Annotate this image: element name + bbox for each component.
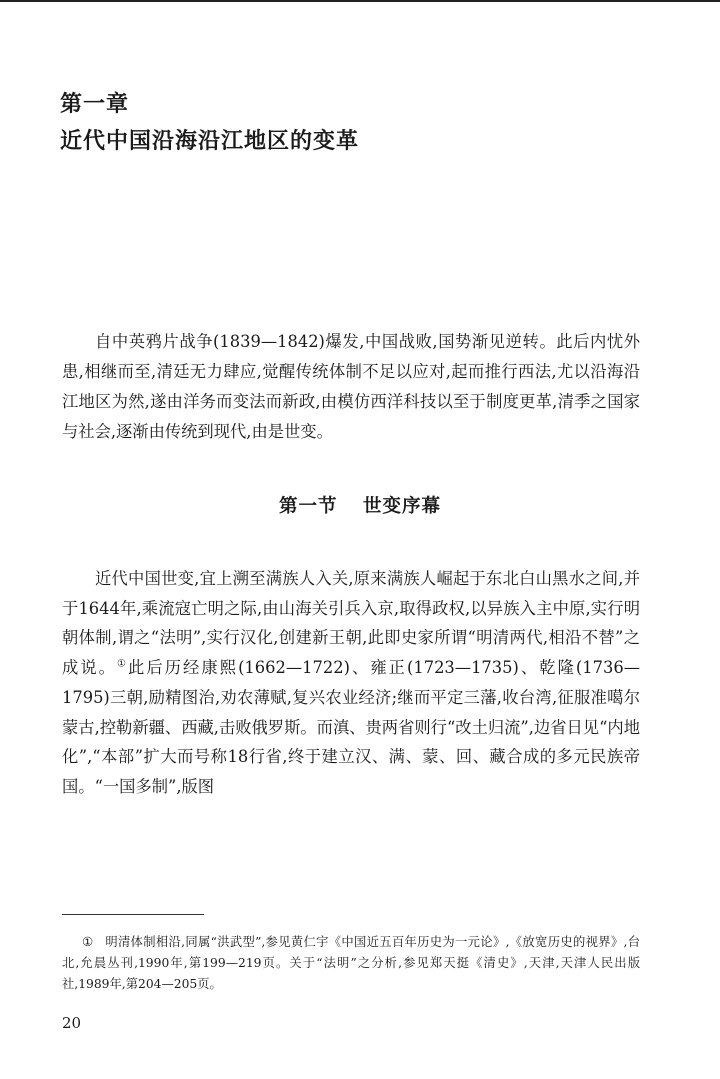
body-paragraph-part1: 近代中国世变,宜上溯至满族人入关,原来满族人崛起于东北白山黑水之间,并于1644年,乘流寇亡明之际,由山海关引兵入京,取得政权,以异族入主中原,实行明朝体制,谓之“法明”,实行汉化,创建新王朝,此即史家所谓“明清两代,相沿不替”之成说。 xyxy=(62,569,640,678)
chapter-heading xyxy=(60,88,359,162)
footnote-reference[interactable]: ① xyxy=(117,658,129,670)
chapter-label: 第一章 xyxy=(60,92,130,117)
intro-paragraph: 自中英鸦片战争(1839—1842)爆发,中国战败,国势渐见逆转。此后内忧外患,相继而至,清廷无力肆应,觉醒传统体制不足以应对,起而推行西法,尤以沿海沿江地区为然,遂由洋务而变法而新政,由模仿西洋科技以至于制度更革,清季之国家与社会,逐渐由传统到现代,由是世变。 xyxy=(62,332,640,441)
footnote xyxy=(62,932,640,995)
section-heading: 第一节 世变序幕 xyxy=(279,496,441,517)
body-paragraph xyxy=(62,564,640,802)
top-border-rule xyxy=(0,0,720,2)
footnote-mark: ① xyxy=(82,935,94,949)
chapter-title: 近代中国沿海沿江地区的变革 xyxy=(60,129,360,154)
page-number: 20 xyxy=(62,1014,82,1032)
footnote-text: 明清体制相沿,同属“洪武型”,参见黄仁宇《中国近五百年历史为一元论》,《放宽历史的视界》,台北,允晨丛刊,1990年,第199—219页。关于“法明”之分析,参见郑天挺《清史》,天津,天津人民出版社,1989年,第204—205页。 xyxy=(62,935,640,991)
body-paragraph-part2: 此后历经康熙(1662—1722)、雍正(1723—1735)、乾隆(1736—1795)三朝,励精图治,劝农薄赋,复兴农业经济;继而平定三藩,收台湾,征服准噶尔蒙古,控勒新疆、西藏,击败俄罗斯。而滇、贵两省则行“改土归流”,边省日见“内地化”,“本部”扩大而号称18行省,终于建立汉、满、蒙、回、藏合成的多元民族帝国。“一国多制”,版图 xyxy=(62,658,640,796)
footnote-divider xyxy=(62,914,204,915)
